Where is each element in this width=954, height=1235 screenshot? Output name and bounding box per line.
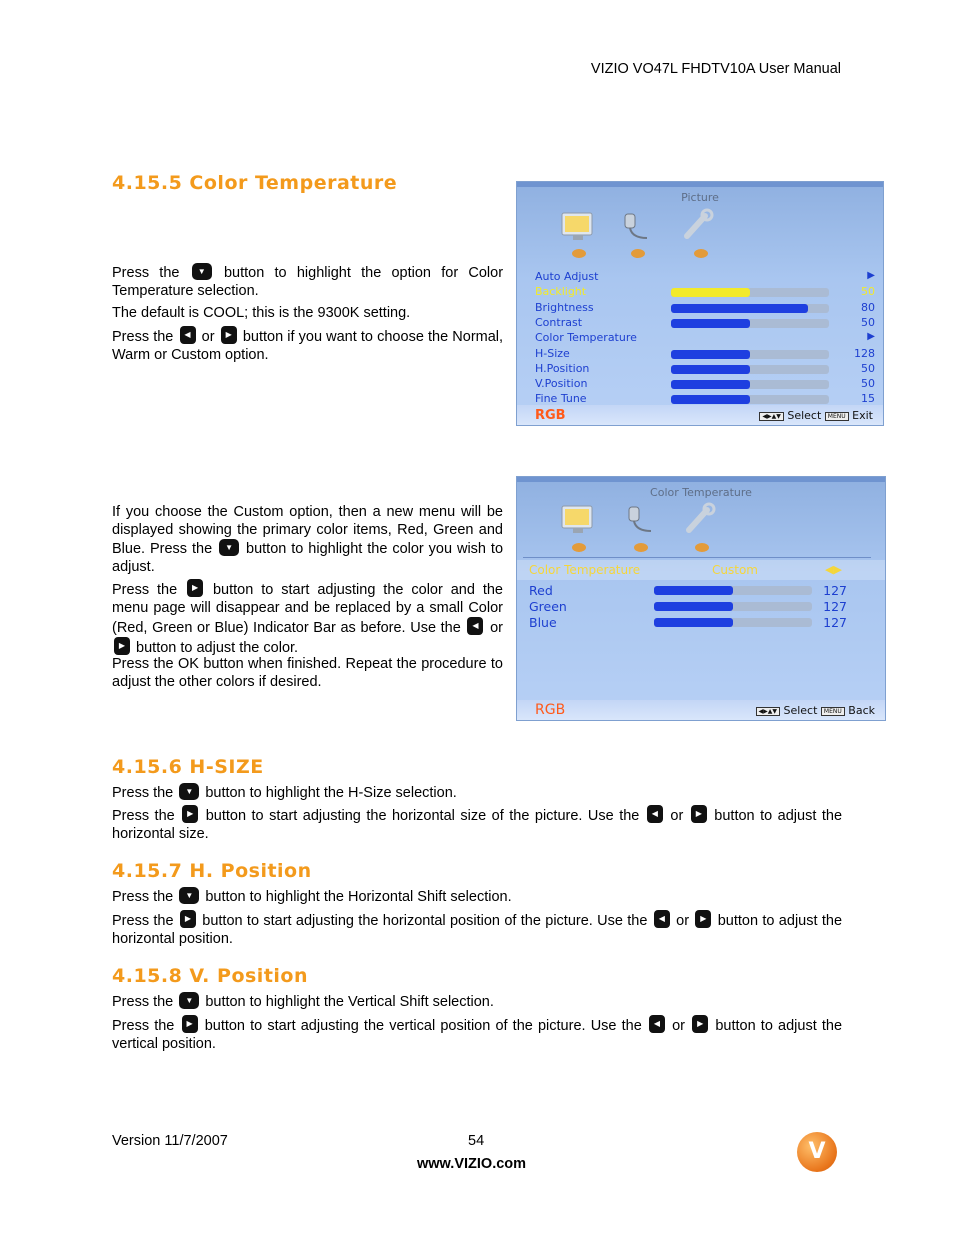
paragraph-start-adjusting xyxy=(112,579,503,657)
text: button to adjust the horizontal position. xyxy=(112,913,843,947)
right-arrow-button-icon: ▶ xyxy=(221,326,237,344)
menu-row-label: Color Temperature xyxy=(535,331,637,345)
slider-track xyxy=(654,602,812,611)
right-arrow-button-icon: ▶ xyxy=(692,1015,708,1033)
menu-row-value: 80 xyxy=(861,300,875,314)
wrench-settings-icon xyxy=(679,208,719,242)
down-arrow-button-icon: ▼ xyxy=(192,263,212,280)
slider-fill xyxy=(671,380,750,389)
text: button to start adjusting the horizontal size of the picture. Use the xyxy=(205,808,640,824)
down-arrow-button-icon: ▼ xyxy=(179,887,199,904)
menu-row-value: 50 xyxy=(861,361,875,375)
slider-track xyxy=(671,288,829,297)
section-heading-h-position: 4.15.7 H. Position xyxy=(112,860,312,882)
slider-track xyxy=(671,350,829,359)
text: button to highlight the color you wish to adjust. xyxy=(112,541,504,575)
left-arrow-button-icon: ◀ xyxy=(647,805,663,823)
tab-indicator-icon xyxy=(572,543,586,552)
vizio-logo-icon xyxy=(797,1132,837,1172)
paragraph-color-temp-highlight xyxy=(112,263,503,300)
select-keys-icon: ◀▶▲▼ xyxy=(756,707,780,716)
tv-screen-icon xyxy=(559,210,599,244)
section-heading-h-size: 4.15.6 H-SIZE xyxy=(112,756,264,778)
slider-fill xyxy=(671,350,750,359)
left-arrow-button-icon: ◀ xyxy=(467,617,483,635)
text: button if you want to choose the Normal, Warm or Custom option. xyxy=(112,329,504,363)
menu-row-label: V.Position xyxy=(535,377,588,391)
logo-letter: V xyxy=(808,1139,826,1164)
slider-track xyxy=(671,365,829,374)
menu-row-label: H.Position xyxy=(535,361,590,375)
text: or xyxy=(676,913,690,929)
color-temperature-label: Color Temperature xyxy=(529,563,641,577)
slider-fill xyxy=(671,288,750,297)
menu-row-label: Auto Adjust xyxy=(535,270,599,283)
menu-row-label: Green xyxy=(529,599,567,614)
paragraph-choose-option xyxy=(112,326,503,364)
slider-fill xyxy=(654,602,733,611)
menu-row-label: Backlight xyxy=(535,285,587,299)
slider-track xyxy=(654,618,812,627)
select-label: Select xyxy=(783,704,818,717)
picture-menu-screenshot xyxy=(516,181,884,426)
section-heading-color-temperature: 4.15.5 Color Temperature xyxy=(112,172,398,194)
slider-track xyxy=(671,380,829,389)
menu-row-value: 127 xyxy=(823,583,847,598)
footer-version: Version 11/7/2007 xyxy=(112,1133,228,1149)
text: If you choose the Custom option, then a new menu will be displayed showing the primary color items, Red, Green and Blue. Press the xyxy=(112,504,503,557)
divider xyxy=(523,557,871,558)
text: button to highlight the option for Color Temperature selection. xyxy=(112,265,504,299)
osd-top-bar xyxy=(517,477,885,482)
menu-key-icon: MENU xyxy=(825,412,849,421)
text: or xyxy=(672,1018,686,1034)
color-temperature-row xyxy=(517,560,885,580)
menu-row-label: Blue xyxy=(529,615,557,630)
menu-row-value: 127 xyxy=(823,599,847,614)
slider-fill xyxy=(671,304,808,313)
left-right-arrows-icon: ◀▶ xyxy=(825,563,842,576)
text: button to start adjusting the horizontal position of the picture. Use the xyxy=(202,913,648,929)
text: Press the xyxy=(112,889,174,905)
osd-key-legend xyxy=(756,704,875,717)
text: button to adjust the vertical position. xyxy=(112,1018,843,1052)
down-arrow-button-icon: ▼ xyxy=(179,783,199,800)
menu-row-label: Fine Tune xyxy=(535,392,587,406)
text: Press the xyxy=(112,582,178,598)
text: Press the xyxy=(112,1018,175,1034)
audio-plug-icon xyxy=(621,503,661,537)
text: or xyxy=(201,329,215,345)
menu-row-label: Brightness xyxy=(535,300,594,314)
section-heading-v-position: 4.15.8 V. Position xyxy=(112,965,308,987)
osd-title: Picture xyxy=(681,191,719,204)
text: button to highlight the H-Size selection. xyxy=(205,785,457,801)
right-arrow-button-icon: ▶ xyxy=(187,579,203,597)
tab-indicator-icon xyxy=(694,249,708,258)
slider-fill xyxy=(671,395,750,404)
color-temperature-menu-screenshot xyxy=(516,476,886,721)
menu-row-value: 50 xyxy=(861,377,875,391)
left-arrow-button-icon: ◀ xyxy=(649,1015,665,1033)
menu-key-icon: MENU xyxy=(821,707,845,716)
submenu-arrow-icon: ▶ xyxy=(867,270,875,281)
menu-row-label: Contrast xyxy=(535,315,583,329)
paragraph-default-cool: The default is COOL; this is the 9300K setting. xyxy=(112,305,411,321)
menu-row-value: 50 xyxy=(861,285,875,299)
menu-row-value: 127 xyxy=(823,615,847,630)
right-arrow-button-icon: ▶ xyxy=(182,805,198,823)
paragraph-h-position-highlight xyxy=(112,887,842,906)
text: Press the xyxy=(112,808,175,824)
osd-title: Color Temperature xyxy=(650,486,752,499)
menu-row-value: 128 xyxy=(854,346,875,360)
osd-bottom-bar xyxy=(517,405,883,425)
osd-key-legend xyxy=(759,409,873,422)
input-source-label: RGB xyxy=(535,702,566,718)
text: Press the xyxy=(112,913,174,929)
text: button to adjust the color. xyxy=(136,640,299,656)
right-arrow-button-icon: ▶ xyxy=(695,910,711,928)
slider-fill xyxy=(654,618,733,627)
paragraph-h-size-highlight xyxy=(112,783,842,802)
slider-track xyxy=(671,395,829,404)
text: button to adjust the horizontal size. xyxy=(112,808,843,842)
tab-indicator-icon xyxy=(695,543,709,552)
footer-url: www.VIZIO.com xyxy=(417,1156,527,1172)
text: button to highlight the Horizontal Shift selection. xyxy=(205,889,512,905)
menu-row-value: 50 xyxy=(861,315,875,329)
paragraph-custom-option xyxy=(112,503,503,576)
right-arrow-button-icon: ▶ xyxy=(180,910,196,928)
tab-indicator-icon xyxy=(572,249,586,258)
slider-fill xyxy=(671,365,750,374)
back-label: Back xyxy=(848,704,875,717)
exit-label: Exit xyxy=(852,409,873,422)
text: Press the xyxy=(112,329,174,345)
manual-header-title: VIZIO VO47L FHDTV10A User Manual xyxy=(590,61,841,77)
paragraph-v-position-adjust xyxy=(112,1015,842,1053)
text: or xyxy=(490,620,503,636)
down-arrow-button-icon: ▼ xyxy=(219,539,239,556)
slider-fill xyxy=(654,586,733,595)
audio-plug-icon xyxy=(617,210,657,244)
menu-row-value: 15 xyxy=(861,392,875,406)
text: Press the xyxy=(112,265,180,281)
color-temperature-value: Custom xyxy=(712,563,758,577)
tab-indicator-icon xyxy=(634,543,648,552)
paragraph-v-position-highlight xyxy=(112,992,842,1011)
text: Press the xyxy=(112,785,174,801)
input-source-label: RGB xyxy=(535,408,566,423)
paragraph-h-position-adjust xyxy=(112,910,842,948)
menu-row-label: Red xyxy=(529,583,553,598)
select-keys-icon: ◀▶▲▼ xyxy=(759,412,783,421)
osd-bottom-bar xyxy=(517,700,885,720)
text: button to highlight the Vertical Shift selection. xyxy=(205,994,494,1010)
select-label: Select xyxy=(787,409,822,422)
wrench-settings-icon xyxy=(681,502,721,536)
text: Press the xyxy=(112,994,174,1010)
text: button to start adjusting the vertical position of the picture. Use the xyxy=(204,1018,642,1034)
menu-row-label: H-Size xyxy=(535,346,570,360)
paragraph-h-size-adjust xyxy=(112,805,842,843)
left-arrow-button-icon: ◀ xyxy=(180,326,196,344)
down-arrow-button-icon: ▼ xyxy=(179,992,199,1009)
slider-fill xyxy=(671,319,750,328)
tv-screen-icon xyxy=(559,503,599,537)
footer-page-number: 54 xyxy=(468,1133,485,1149)
tab-indicator-icon xyxy=(631,249,645,258)
right-arrow-button-icon: ▶ xyxy=(691,805,707,823)
left-arrow-button-icon: ◀ xyxy=(654,910,670,928)
slider-track xyxy=(671,304,829,313)
slider-track xyxy=(654,586,812,595)
right-arrow-button-icon: ▶ xyxy=(182,1015,198,1033)
text: or xyxy=(670,808,684,824)
submenu-arrow-icon: ▶ xyxy=(867,331,875,343)
right-arrow-button-icon: ▶ xyxy=(114,637,130,655)
slider-track xyxy=(671,319,829,328)
text: button to start adjusting the color and the menu page will disappear and be replaced by a small Color (Red, Green or Blue) Indicator Bar as before. Use the xyxy=(112,582,503,636)
osd-top-bar xyxy=(517,182,883,187)
paragraph-press-ok: Press the OK button when finished. Repeat the procedure to adjust the other colors if desired. xyxy=(112,656,503,690)
